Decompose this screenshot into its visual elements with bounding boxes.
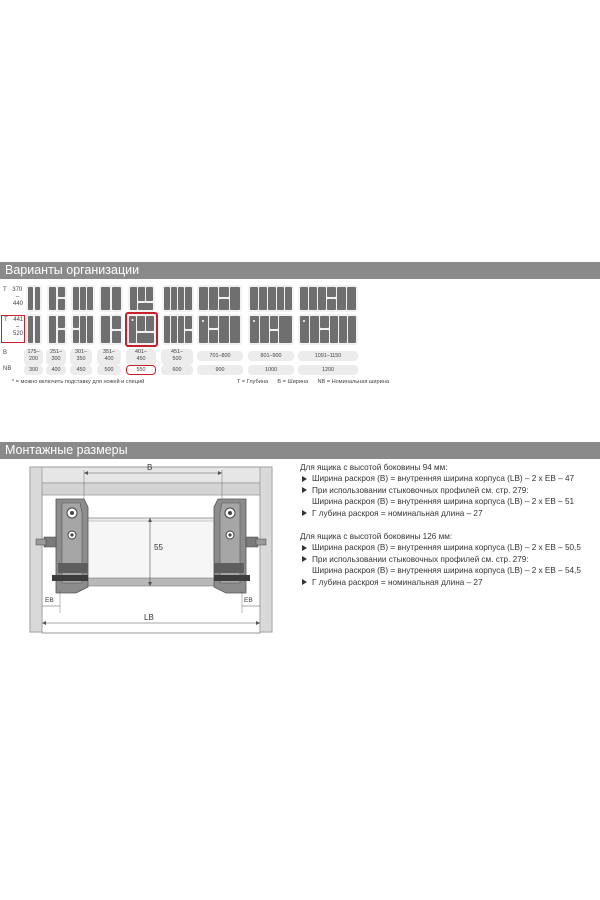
formula-line: При использовании стыковочных профилей см. стр. 279: — [300, 485, 596, 496]
footnote-legend: T = Глубина B = Ширина NB = Номинальная ширина — [237, 379, 389, 385]
formula-line: При использовании стыковочных профилей см. стр. 279: — [300, 554, 596, 565]
width-to: 300 — [51, 355, 61, 362]
tray-illustration — [197, 314, 242, 345]
tray-illustration — [71, 285, 95, 312]
width-to: 350 — [76, 355, 86, 362]
nominal-width-pill — [161, 365, 193, 375]
tray-illustration — [197, 285, 242, 312]
width-range-pill — [126, 349, 156, 365]
section-header-organization — [0, 262, 600, 279]
width-from: 351– — [103, 349, 115, 355]
row-range-top: 441 — [13, 317, 24, 323]
formula-line: Ширина раскроя (B) = внутренняя ширина корпуса (LB) – 2 x EB – 50,5 — [300, 542, 596, 553]
row-label-t2 — [1, 315, 25, 343]
tray-illustration — [162, 285, 194, 312]
row-range-bottom: 520 — [13, 331, 24, 337]
row-range-dash: – — [16, 294, 20, 300]
tray-illustration — [298, 314, 358, 345]
width-range-pill — [298, 351, 358, 361]
dimension-label-55: 55 — [154, 543, 163, 552]
width-range-pill — [70, 349, 92, 365]
tray-illustration — [26, 314, 42, 345]
nominal-width-pill — [298, 365, 358, 375]
width-from: 401– — [135, 349, 147, 355]
tray-illustration — [99, 314, 123, 345]
tray-illustration — [71, 314, 95, 345]
nominal-width: 300 — [29, 367, 38, 373]
nominal-width: 600 — [172, 367, 182, 373]
nominal-width: 450 — [76, 367, 86, 373]
nominal-width-pill-highlighted — [126, 365, 156, 375]
row-range-dash: – — [16, 324, 20, 330]
nominal-width-pill — [46, 365, 66, 375]
formula-heading: Для ящика с высотой боковины 94 мм: — [300, 463, 448, 472]
tray-illustration — [248, 314, 294, 345]
footnote-knife-insert: * = можно включить подставку для ножей и специй — [12, 379, 145, 385]
width-range: 1091–1150 — [314, 353, 342, 359]
tray-illustration — [298, 285, 358, 312]
width-range: 701–800 — [209, 353, 231, 359]
tray-illustration — [99, 285, 123, 312]
nominal-width: 900 — [215, 367, 225, 373]
tray-illustration — [26, 285, 42, 312]
width-from: 251– — [50, 349, 62, 355]
section-header-mounting — [0, 442, 600, 459]
tray-illustration — [47, 285, 67, 312]
nominal-width-pill — [70, 365, 92, 375]
dimension-label-b: B — [147, 463, 153, 472]
row-letter: T — [4, 317, 8, 323]
nominal-width: 400 — [51, 367, 61, 373]
dimension-label-eb-left: EB — [45, 597, 54, 604]
tray-illustration — [128, 285, 155, 312]
width-range-pill — [24, 349, 43, 365]
formula-line: Ширина раскроя (B) = внутренняя ширина корпуса (LB) – 2 x EB – 47 — [300, 473, 596, 484]
tray-illustration — [47, 314, 67, 345]
row-letter: T — [3, 287, 7, 293]
width-from: 175– — [27, 349, 40, 355]
formula-line: Г лубина раскроя = номинальная длина – 27 — [300, 577, 596, 588]
width-to: 400 — [104, 355, 114, 362]
nominal-width-pill — [197, 365, 243, 375]
formula-block-126 — [300, 531, 596, 588]
dimension-label-eb-right: EB — [244, 597, 253, 604]
width-range-pill — [97, 349, 121, 365]
row-label-nb — [3, 366, 11, 373]
width-to: 500 — [172, 355, 182, 362]
row-label-b — [3, 350, 7, 357]
tray-illustration — [162, 314, 194, 345]
nominal-width-pill — [248, 365, 294, 375]
width-range-pill — [248, 351, 294, 361]
section-title: Варианты организации — [5, 263, 140, 277]
nominal-width: 500 — [104, 367, 114, 373]
row-range-bottom: 440 — [13, 301, 24, 307]
formula-line: Ширина раскроя (B) = внутренняя ширина корпуса (LB) – 2 x EB – 54,5 — [312, 566, 581, 576]
width-from: 451– — [171, 349, 183, 355]
formula-line: Ширина раскроя (B) = внутренняя ширина корпуса (LB) – 2 x EB – 51 — [312, 497, 575, 507]
width-range-pill — [161, 349, 193, 365]
nominal-width-pill — [24, 365, 43, 375]
nominal-width: 1200 — [322, 367, 334, 373]
width-to: 450 — [136, 355, 146, 362]
mounting-drawing — [26, 463, 276, 640]
width-range-pill — [46, 349, 66, 365]
formula-block-94 — [300, 462, 596, 519]
tray-illustration-highlighted — [125, 312, 158, 347]
nominal-width-pill — [97, 365, 121, 375]
nominal-width: 550 — [136, 367, 146, 373]
row-range-top: 370 — [12, 287, 23, 293]
width-range: 801–900 — [260, 353, 282, 359]
formula-heading: Для ящика с высотой боковины 126 мм: — [300, 532, 453, 541]
dimension-label-lb: LB — [144, 613, 154, 622]
row-letter: B — [3, 350, 8, 356]
tray-illustration — [248, 285, 294, 312]
width-from: 301– — [75, 349, 87, 355]
row-label-t1 — [3, 287, 23, 308]
width-to: 200 — [29, 355, 38, 362]
nominal-width: 1000 — [265, 367, 277, 373]
width-range-pill — [197, 351, 243, 361]
row-letter: NB — [3, 366, 12, 372]
section-title: Монтажные размеры — [5, 443, 128, 457]
formula-line: Г лубина раскроя = номинальная длина – 27 — [300, 508, 596, 519]
